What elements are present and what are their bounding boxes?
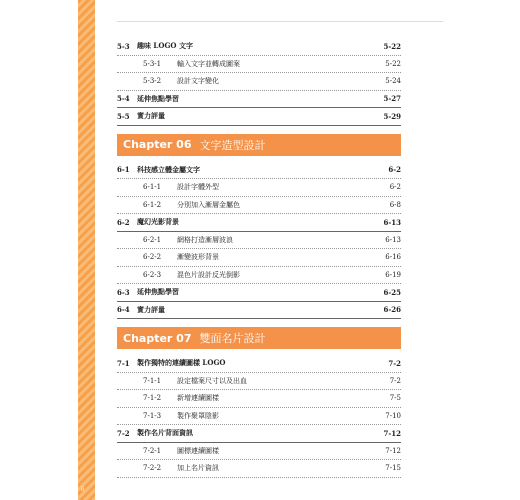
toc-page: 5-22 [385, 59, 401, 68]
toc-section-row[interactable] [117, 214, 401, 232]
toc-subsection-row[interactable] [117, 390, 401, 408]
toc-num: 5-5 [117, 111, 130, 121]
toc-title: 製作名片背面資訊 [137, 428, 193, 438]
toc-page: 6-16 [385, 253, 401, 262]
toc-page: 7-12 [383, 428, 401, 438]
toc-title: 科技感立體金屬文字 [137, 164, 200, 174]
toc-num: 7-2 [117, 428, 130, 438]
toc-page: 5-24 [385, 77, 401, 86]
toc-title: 製作獨特的連續圖樣 LOGO [137, 358, 226, 368]
toc-page: 7-10 [385, 411, 401, 420]
toc-section-row[interactable] [117, 108, 401, 126]
toc-title: 加上名片資訊 [177, 464, 219, 473]
toc-section-row[interactable] [117, 302, 401, 320]
toc-num: 6-2-3 [143, 270, 162, 279]
toc-num: 6-2 [117, 217, 130, 227]
toc-num: 5-4 [117, 94, 130, 104]
toc-title: 分別加入漸層金屬色 [177, 200, 240, 209]
toc-page: 7-15 [385, 464, 401, 473]
toc-section-row[interactable] [117, 284, 401, 302]
side-stripe [78, 0, 95, 500]
chapter-title: 雙面名片設計 [199, 332, 266, 345]
toc-title: 實力評量 [137, 111, 165, 121]
toc-page: 6-25 [383, 287, 401, 297]
toc-section-row[interactable] [117, 162, 401, 180]
toc-num: 5-3-2 [143, 77, 162, 86]
toc-title: 設定檔案尺寸以及出血 [177, 376, 247, 385]
toc-subsection-row[interactable] [117, 267, 401, 285]
toc-num: 6-1-1 [143, 183, 162, 192]
toc-page: 6-26 [383, 305, 401, 315]
chapter-label: Chapter 07 [123, 331, 192, 345]
toc-page: 7-2 [388, 358, 401, 368]
toc-num: 5-3 [117, 41, 130, 51]
toc-title: 延伸焦點學習 [137, 93, 179, 103]
toc-page: 5-27 [383, 94, 401, 104]
toc-page: 6-13 [383, 217, 401, 227]
toc-page: 5-29 [383, 111, 401, 121]
table-of-contents [117, 38, 401, 478]
toc-subsection-row[interactable] [117, 373, 401, 391]
toc-num: 6-3 [117, 287, 130, 297]
toc-num: 5-3-1 [143, 59, 162, 68]
toc-title: 圖標連續圖樣 [177, 446, 219, 455]
toc-subsection-row[interactable] [117, 232, 401, 250]
toc-num: 6-1-2 [143, 200, 162, 209]
toc-title: 漸變波形背景 [177, 253, 219, 262]
toc-num: 6-2-2 [143, 253, 162, 262]
toc-subsection-row[interactable] [117, 408, 401, 426]
toc-page: 7-2 [389, 376, 401, 385]
toc-subsection-row[interactable] [117, 56, 401, 74]
top-rule [117, 21, 443, 22]
toc-page: 6-13 [385, 235, 401, 244]
chapter-label: Chapter 06 [123, 138, 192, 151]
toc-title: 設計字體外型 [177, 183, 219, 192]
toc-page: 5-22 [383, 41, 401, 51]
toc-page: 7-12 [385, 446, 401, 455]
toc-title: 網格打造漸層波浪 [177, 235, 233, 244]
toc-title: 製作聚罩陰影 [177, 411, 219, 420]
toc-section-row[interactable] [117, 425, 401, 443]
toc-num: 7-2-2 [143, 464, 162, 473]
toc-page: 6-8 [389, 200, 401, 209]
toc-page: 6-2 [389, 183, 401, 192]
toc-title: 魔幻光影背景 [137, 217, 179, 227]
toc-num: 7-1 [117, 358, 130, 368]
toc-subsection-row[interactable] [117, 249, 401, 267]
toc-page: 6-2 [388, 165, 401, 175]
toc-subsection-row[interactable] [117, 179, 401, 197]
toc-title: 實力評量 [137, 304, 165, 314]
toc-num: 6-4 [117, 305, 130, 315]
toc-section-row[interactable] [117, 38, 401, 56]
toc-page: 7-5 [389, 394, 401, 403]
toc-title: 混色片設計反光倒影 [177, 270, 240, 279]
toc-title: 延伸焦點學習 [137, 287, 179, 297]
toc-num: 6-2-1 [143, 235, 162, 244]
toc-subsection-row[interactable] [117, 197, 401, 215]
toc-title: 趣味 LOGO 文字 [137, 41, 193, 51]
toc-subsection-row[interactable] [117, 460, 401, 478]
page-marker: ii [81, 486, 85, 493]
toc-num: 7-1-1 [143, 376, 162, 385]
toc-subsection-row[interactable] [117, 73, 401, 91]
toc-subsection-row[interactable] [117, 443, 401, 461]
toc-num: 7-1-3 [143, 411, 162, 420]
chapter-header [117, 327, 401, 349]
toc-num: 7-1-2 [143, 394, 162, 403]
toc-title: 輸入文字並轉成圖案 [177, 59, 240, 68]
toc-title: 設計文字變化 [177, 77, 219, 86]
toc-section-row[interactable] [117, 91, 401, 109]
chapter-title: 文字造型設計 [199, 138, 266, 152]
toc-title: 新增連續圖樣 [177, 394, 219, 403]
toc-page: 6-19 [385, 270, 401, 279]
toc-section-row[interactable] [117, 355, 401, 373]
chapter-header [117, 134, 401, 156]
toc-num: 6-1 [117, 165, 130, 175]
toc-num: 7-2-1 [143, 446, 162, 455]
